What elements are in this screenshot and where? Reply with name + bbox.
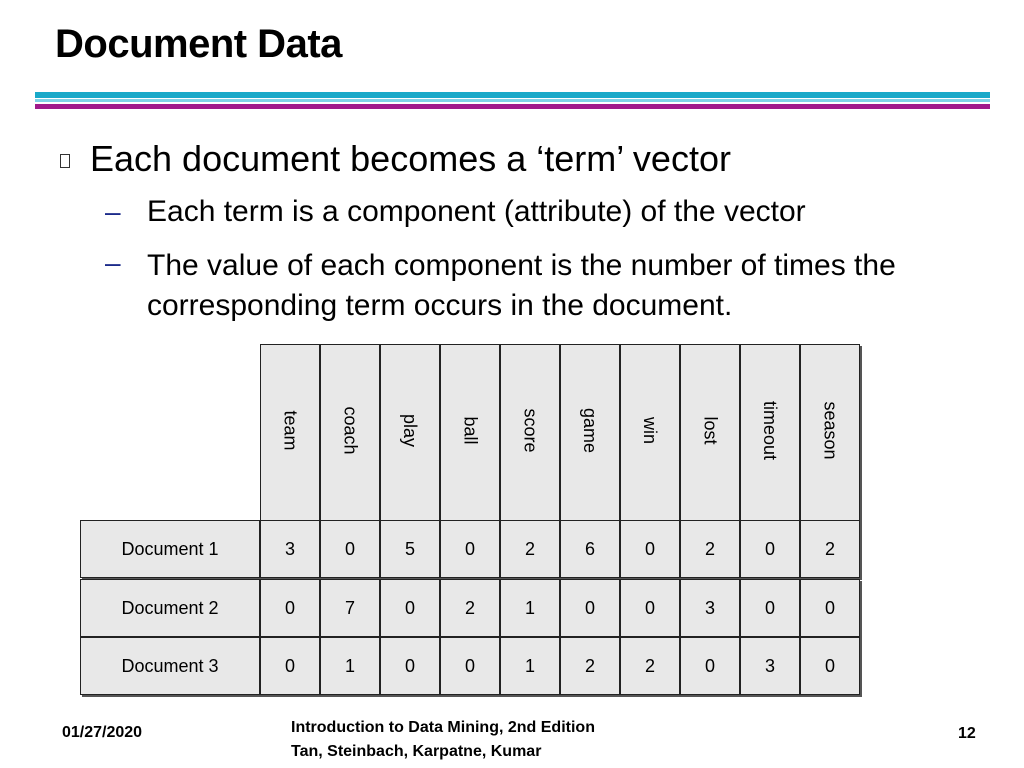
footer-book bbox=[291, 716, 595, 764]
table-cell: 6 bbox=[560, 520, 620, 578]
column-header-label: win bbox=[640, 416, 661, 444]
table-cell: 0 bbox=[800, 637, 860, 695]
column-header-label: play bbox=[400, 413, 421, 447]
page-number: 12 bbox=[958, 725, 976, 742]
title-rule-magenta bbox=[35, 104, 990, 109]
dash-bullet-icon: – bbox=[105, 247, 121, 278]
table-cell: 0 bbox=[740, 520, 800, 578]
table-cell: 2 bbox=[680, 520, 740, 578]
main-bullet: Each document becomes a ‘term’ vector bbox=[90, 138, 731, 179]
column-header-label: lost bbox=[700, 415, 721, 445]
table-cell: 0 bbox=[680, 637, 740, 695]
table-cell: 0 bbox=[320, 520, 380, 578]
table-cell: 2 bbox=[620, 637, 680, 695]
title-rule-cyan bbox=[35, 92, 990, 98]
column-header-label: team bbox=[280, 409, 301, 451]
dash-bullet-icon: – bbox=[105, 196, 121, 227]
column-header-label: score bbox=[520, 407, 541, 453]
table-cell: 5 bbox=[380, 520, 440, 578]
table-cell: 0 bbox=[260, 579, 320, 637]
table-cell: 0 bbox=[380, 579, 440, 637]
table-cell: 2 bbox=[500, 520, 560, 578]
table-cell: 0 bbox=[440, 637, 500, 695]
column-header-win bbox=[620, 344, 680, 521]
table-cell: 0 bbox=[620, 520, 680, 578]
table-cell: 0 bbox=[560, 579, 620, 637]
footer-book-title: Introduction to Data Mining, 2nd Edition bbox=[291, 719, 595, 736]
sub-bullet-1: Each term is a component (attribute) of the vector bbox=[147, 195, 806, 228]
sub-bullet-2: The value of each component is the number of times the corresponding term occurs in the document. bbox=[147, 249, 896, 322]
row-label-document-3: Document 3 bbox=[80, 637, 260, 695]
column-header-team bbox=[260, 344, 320, 521]
column-header-label: ball bbox=[460, 415, 481, 445]
column-header-label: coach bbox=[340, 405, 361, 455]
table-cell: 2 bbox=[560, 637, 620, 695]
column-header-ball bbox=[440, 344, 500, 521]
column-header-score bbox=[500, 344, 560, 521]
bullet-square-icon bbox=[60, 154, 70, 168]
column-header-season bbox=[800, 344, 860, 521]
table-cell: 1 bbox=[320, 637, 380, 695]
table-cell: 3 bbox=[680, 579, 740, 637]
footer-book-authors: Tan, Steinbach, Karpatne, Kumar bbox=[291, 743, 542, 760]
column-header-timeout bbox=[740, 344, 800, 521]
row-label-document-2: Document 2 bbox=[80, 579, 260, 637]
column-header-label: game bbox=[580, 407, 601, 453]
table-cell: 2 bbox=[800, 520, 860, 578]
table-cell: 0 bbox=[740, 579, 800, 637]
table-cell: 1 bbox=[500, 579, 560, 637]
table-cell: 7 bbox=[320, 579, 380, 637]
table-cell: 0 bbox=[380, 637, 440, 695]
table-cell: 1 bbox=[500, 637, 560, 695]
column-header-play bbox=[380, 344, 440, 521]
footer-date: 01/27/2020 bbox=[62, 724, 143, 741]
table-cell: 3 bbox=[260, 520, 320, 578]
row-label-document-1: Document 1 bbox=[80, 520, 260, 578]
column-header-label: season bbox=[820, 400, 841, 460]
title-rule-light bbox=[35, 99, 990, 102]
table-cell: 0 bbox=[440, 520, 500, 578]
column-header-game bbox=[560, 344, 620, 521]
table-cell: 0 bbox=[620, 579, 680, 637]
table-cell: 3 bbox=[740, 637, 800, 695]
slide-title: Document Data bbox=[55, 22, 342, 66]
table-cell: 0 bbox=[800, 579, 860, 637]
table-cell: 2 bbox=[440, 579, 500, 637]
table-cell: 0 bbox=[260, 637, 320, 695]
column-header-lost bbox=[680, 344, 740, 521]
column-header-coach bbox=[320, 344, 380, 521]
column-header-label: timeout bbox=[760, 400, 781, 460]
